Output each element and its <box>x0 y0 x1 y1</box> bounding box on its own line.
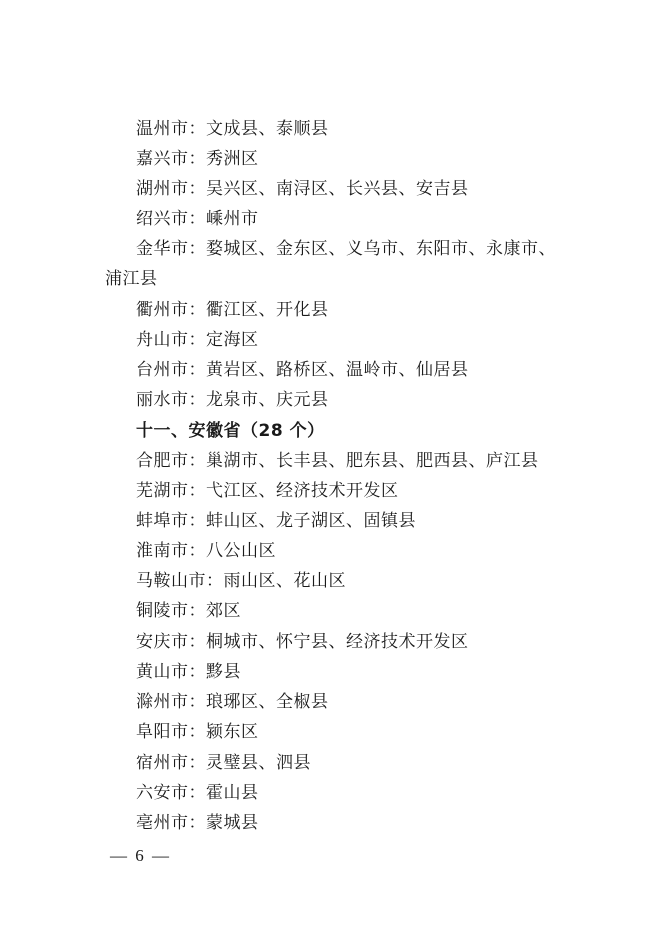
city-name: 黄山市 <box>136 662 189 682</box>
page-number: — 6 — <box>110 846 171 865</box>
county-list: 蚌山区、龙子湖区、固镇县 <box>206 511 416 531</box>
separator: ： <box>188 451 206 471</box>
list-item <box>105 540 606 562</box>
county-list: 弋江区、经济技术开发区 <box>206 481 399 501</box>
city-name: 亳州市 <box>136 813 189 833</box>
separator: ： <box>188 360 206 380</box>
county-list: 龙泉市、庆元县 <box>206 390 329 410</box>
separator: ： <box>188 601 206 621</box>
city-name: 蚌埠市 <box>136 511 189 531</box>
county-list: 秀洲区 <box>206 149 259 169</box>
separator: ： <box>188 783 206 803</box>
separator: ： <box>188 239 206 259</box>
county-list: 郊区 <box>206 601 241 621</box>
city-name: 金华市 <box>136 239 189 259</box>
list-item <box>105 148 606 170</box>
separator: ： <box>188 330 206 350</box>
list-item <box>105 450 606 472</box>
city-name: 合肥市 <box>136 451 189 471</box>
county-list: 衢江区、开化县 <box>206 300 329 320</box>
list-item <box>105 118 606 140</box>
list-item-continuation <box>105 268 575 290</box>
separator: ： <box>188 300 206 320</box>
list-item <box>105 752 606 774</box>
separator: ： <box>188 813 206 833</box>
list-item <box>105 480 606 502</box>
list-item <box>105 691 606 713</box>
separator: ： <box>188 632 206 652</box>
county-list: 嵊州市 <box>206 209 259 229</box>
separator: ： <box>188 119 206 139</box>
city-name: 芜湖市 <box>136 481 189 501</box>
city-name: 湖州市 <box>136 179 189 199</box>
separator: ： <box>188 149 206 169</box>
list-item <box>105 359 606 381</box>
list-item <box>105 661 606 683</box>
list-item <box>105 238 606 260</box>
county-list: 霍山县 <box>206 783 259 803</box>
section-heading-text: 十一、安徽省（28 个） <box>136 421 325 441</box>
county-list: 蒙城县 <box>206 813 259 833</box>
separator: ： <box>188 753 206 773</box>
city-name: 滁州市 <box>136 692 189 712</box>
city-name: 衢州市 <box>136 300 189 320</box>
county-list: 婺城区、金东区、义乌市、东阳市、永康市、 <box>206 239 556 259</box>
city-name: 淮南市 <box>136 541 189 561</box>
county-list: 八公山区 <box>206 541 276 561</box>
city-name: 铜陵市 <box>136 601 189 621</box>
county-list: 吴兴区、南浔区、长兴县、安吉县 <box>206 179 469 199</box>
city-name: 六安市 <box>136 783 189 803</box>
county-list: 黟县 <box>206 662 241 682</box>
separator: ： <box>188 209 206 229</box>
city-name: 安庆市 <box>136 632 189 652</box>
list-item <box>105 570 606 592</box>
county-list: 黄岩区、路桥区、温岭市、仙居县 <box>206 360 469 380</box>
city-name: 温州市 <box>136 119 189 139</box>
list-item <box>105 178 606 200</box>
county-list: 颍东区 <box>206 722 259 742</box>
city-name: 宿州市 <box>136 753 189 773</box>
county-list: 巢湖市、长丰县、肥东县、肥西县、庐江县 <box>206 451 539 471</box>
city-name: 嘉兴市 <box>136 149 189 169</box>
county-list: 灵璧县、泗县 <box>206 753 311 773</box>
county-list: 琅琊区、全椒县 <box>206 692 329 712</box>
county-list: 雨山区、花山区 <box>223 571 346 591</box>
county-list: 定海区 <box>206 330 259 350</box>
city-name: 丽水市 <box>136 390 189 410</box>
county-list: 浦江县 <box>105 269 158 289</box>
county-list: 文成县、泰顺县 <box>206 119 329 139</box>
list-item <box>105 782 606 804</box>
list-item <box>105 299 606 321</box>
separator: ： <box>188 541 206 561</box>
county-list: 桐城市、怀宁县、经济技术开发区 <box>206 632 469 652</box>
list-item <box>105 600 606 622</box>
list-item <box>105 208 606 230</box>
list-item <box>105 812 606 834</box>
city-name: 马鞍山市 <box>136 571 206 591</box>
list-item <box>105 389 606 411</box>
separator: ： <box>206 571 224 591</box>
separator: ： <box>188 722 206 742</box>
separator: ： <box>188 692 206 712</box>
list-item <box>105 721 606 743</box>
section-heading <box>105 420 606 442</box>
city-name: 绍兴市 <box>136 209 189 229</box>
list-item <box>105 510 606 532</box>
list-item <box>105 329 606 351</box>
city-name: 舟山市 <box>136 330 189 350</box>
list-item <box>105 631 606 653</box>
separator: ： <box>188 511 206 531</box>
separator: ： <box>188 662 206 682</box>
separator: ： <box>188 481 206 501</box>
city-name: 台州市 <box>136 360 189 380</box>
separator: ： <box>188 179 206 199</box>
separator: ： <box>188 390 206 410</box>
city-name: 阜阳市 <box>136 722 189 742</box>
